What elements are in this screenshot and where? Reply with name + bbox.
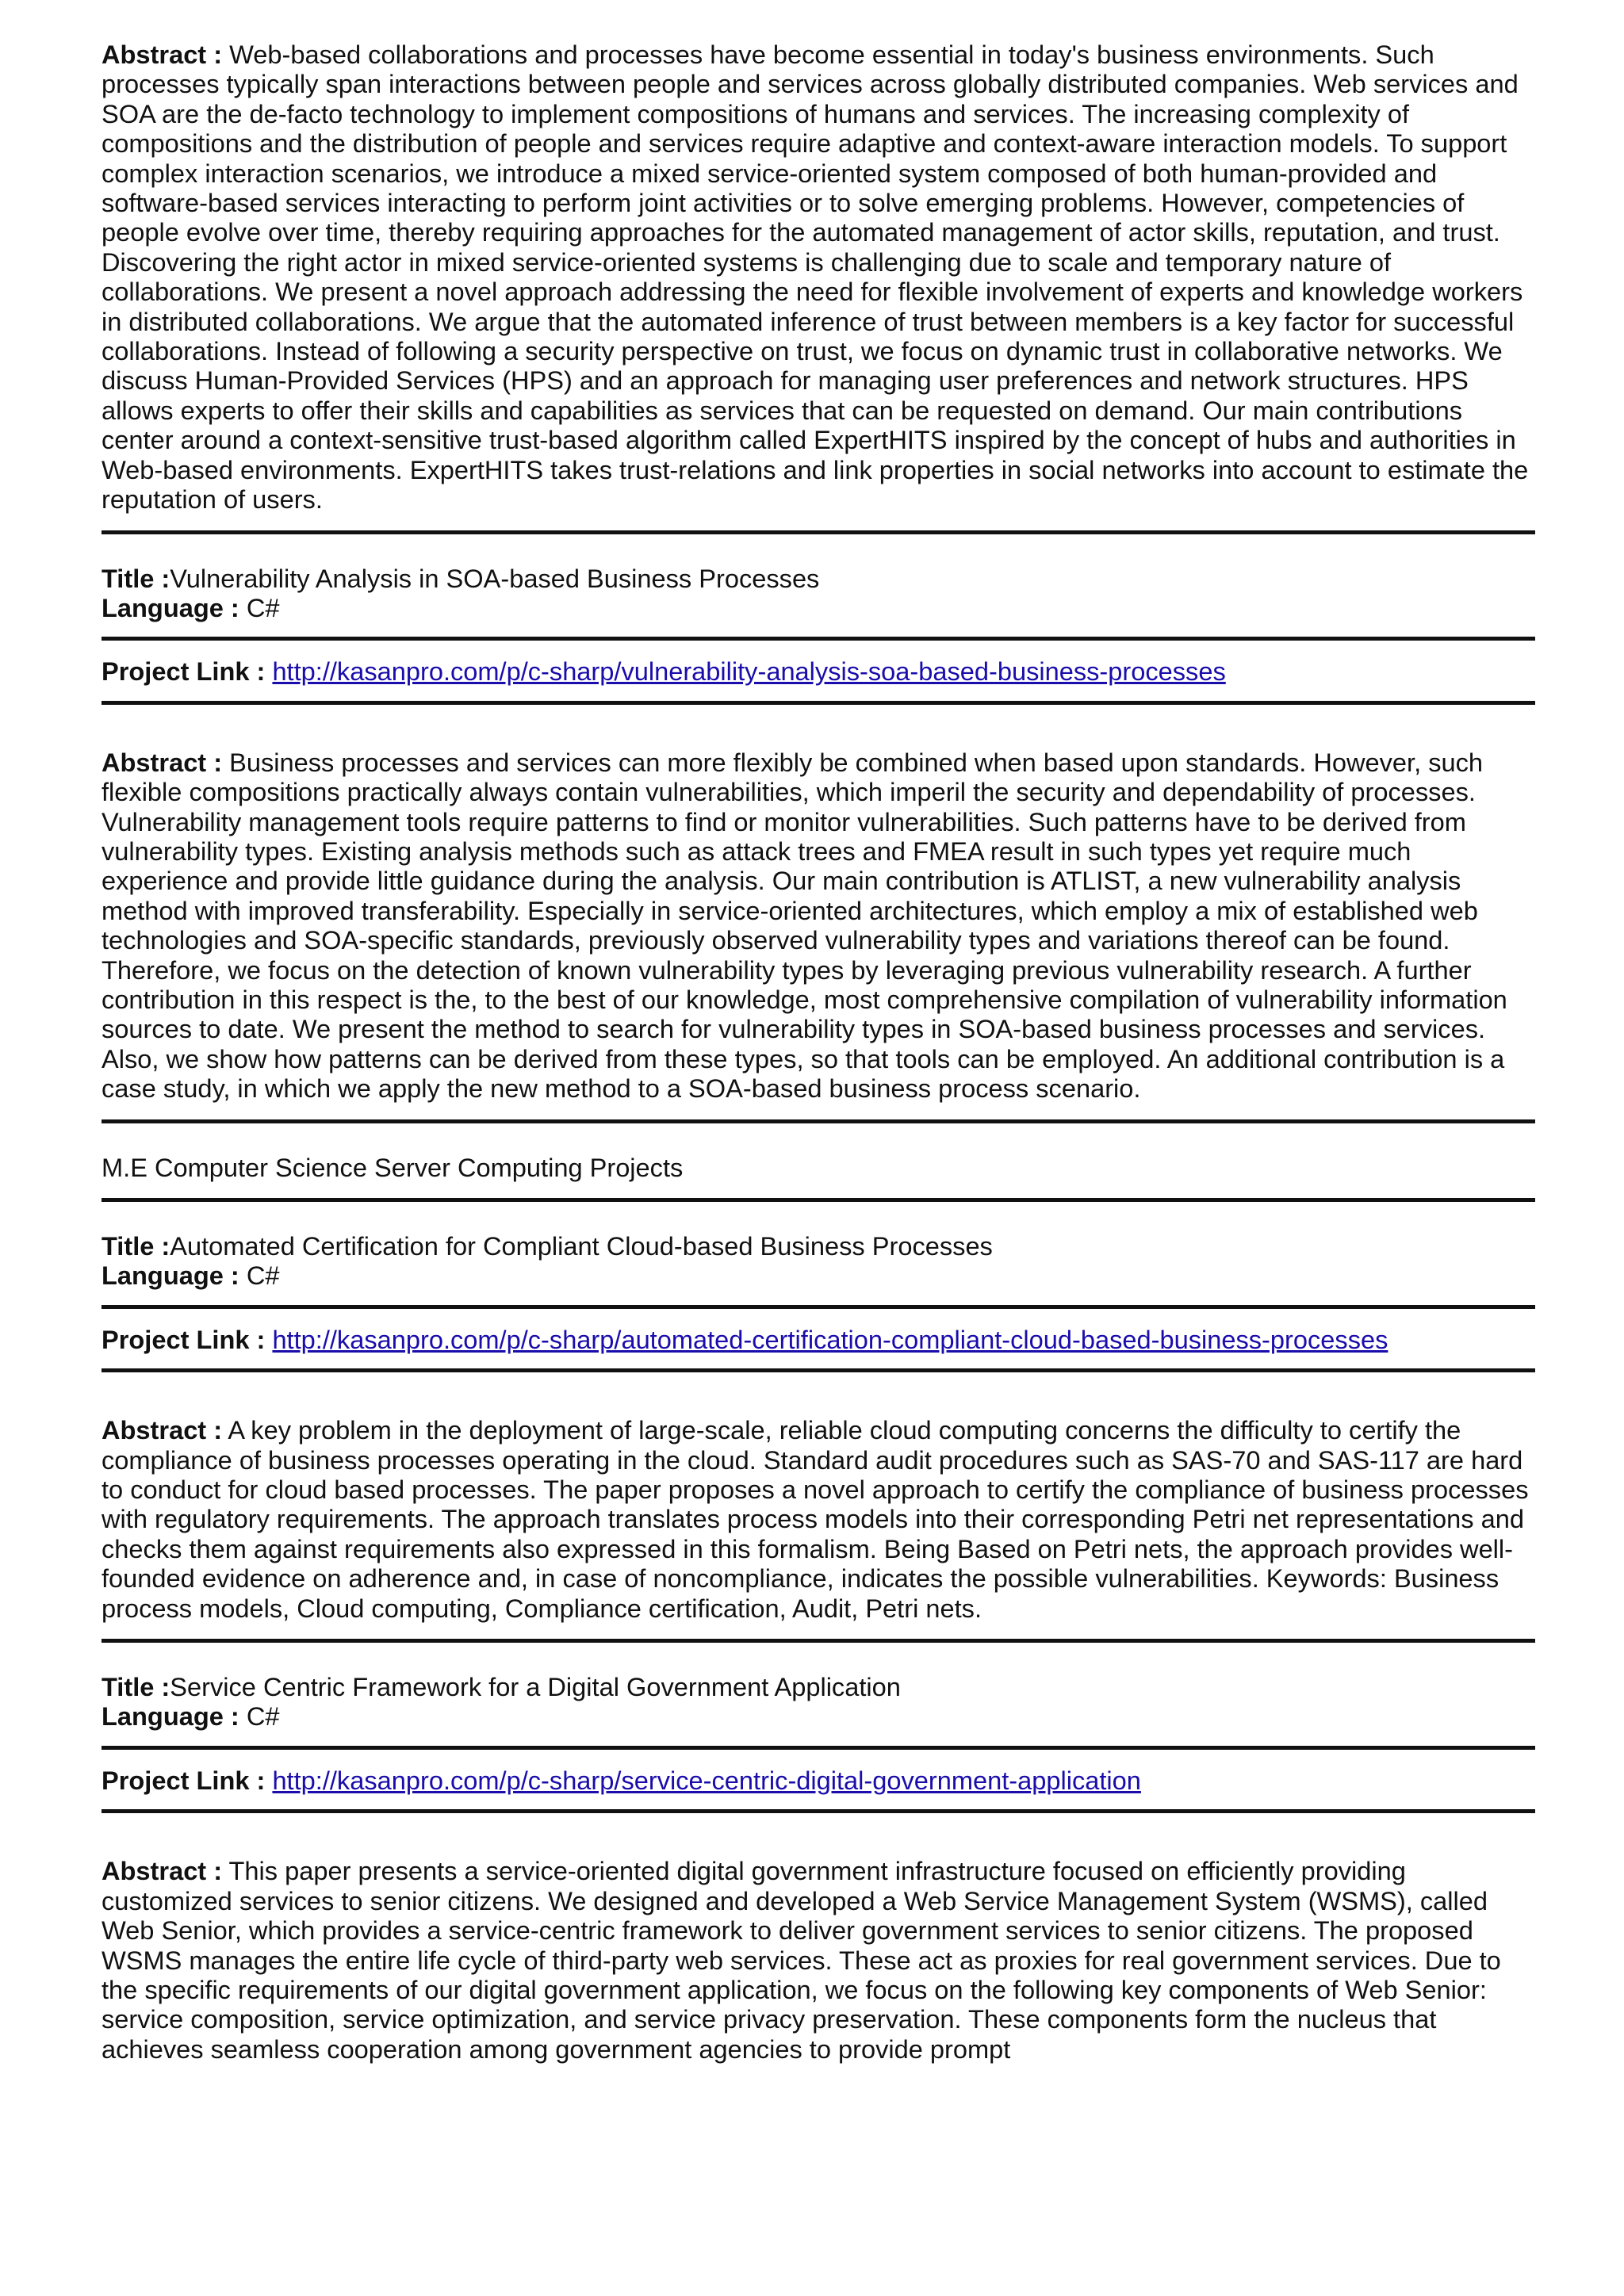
project-link-line	[102, 1325, 1535, 1354]
abstract-paragraph	[102, 1415, 1535, 1623]
project-link-line	[102, 1766, 1535, 1795]
project-language-line	[102, 593, 1535, 622]
project-title: Automated Certification for Compliant Cloud-based Business Processes	[170, 1231, 993, 1261]
abstract-label: Abstract :	[102, 1856, 223, 1886]
abstract-text: Web-based collaborations and processes have become essential in today's business environments. Such processes typically span interactions between people and services across globally distributed companies. Web services and SOA are the de-facto technology to implement compositions of humans and services. The increasing complexity of compositions and the distribution of people and services require adaptive and context-aware interaction models. To support complex interaction scenarios, we introduce a mixed service-oriented system composed of both human-provided and software-based services interacting to perform joint activities or to solve emerging problems. However, competencies of people evolve over time, thereby requiring approaches for the automated management of actor skills, reputation, and trust. Discovering the right actor in mixed service-oriented systems is challenging due to scale and temporary nature of collaborations. We present a novel approach addressing the need for flexible involvement of experts and knowledge workers in distributed collaborations. We argue that the automated inference of trust between members is a key factor for successful collaborations. Instead of following a security perspective on trust, we focus on dynamic trust in collaborative networks. We discuss Human-Provided Services (HPS) and an approach for managing user preferences and network structures. HPS allows experts to offer their skills and capabilities as services that can be requested on demand. Our main contributions center around a context-sensitive trust-based algorithm called ExpertHITS inspired by the concept of hubs and authorities in Web-based environments. ExpertHITS takes trust-relations and link properties in social networks into account to estimate the reputation of users.	[102, 40, 1529, 515]
section-heading: M.E Computer Science Server Computing Projects	[102, 1152, 684, 1182]
abstract-paragraph	[102, 1856, 1535, 2064]
title-label: Title :	[102, 1672, 170, 1702]
project-link-label: Project Link :	[102, 656, 266, 687]
language-label: Language :	[102, 1261, 239, 1291]
document-page	[102, 40, 1535, 2064]
abstract-text: This paper presents a service-oriented digital government infrastructure focused on efficiently providing customized services to senior citizens. We designed and developed a Web Service Management System (WSMS), called Web Senior, which provides a service-centric framework to deliver government services to senior citizens. The proposed WSMS manages the entire life cycle of third-party web services. These act as proxies for real government services. Due to the specific requirements of our digital government application, we focus on the following key components of Web Senior: service composition, service optimization, and service privacy preservation. These components form the nucleus that achieves seamless cooperation among government agencies to provide prompt	[102, 1856, 1501, 2064]
language-label: Language :	[102, 1701, 239, 1732]
project-language-line	[102, 1261, 1535, 1290]
project-link-label: Project Link :	[102, 1324, 266, 1354]
abstract-label: Abstract :	[102, 1415, 223, 1445]
project-title-line	[102, 1672, 1535, 1701]
project-title: Vulnerability Analysis in SOA-based Business Processes	[170, 563, 820, 593]
abstract-text: Business processes and services can more flexibly be combined when based upon standards. However, such flexible compositions practically always contain vulnerabilities, which imperil the security and dependability of processes. Vulnerability management tools require patterns to find or monitor vulnerabilities. Such patterns have to be derived from vulnerability types. Existing analysis methods such as attack trees and FMEA result in such types yet require much experience and provide little guidance during the analysis. Our main contribution is ATLIST, a new vulnerability analysis method with improved transferability. Especially in service-oriented architectures, which employ a mix of established web technologies and SOA-specific standards, previously observed vulnerability types and variations thereof can be found. Therefore, we focus on the detection of known vulnerability types by leveraging previous vulnerability research. A further contribution in this respect is the, to the best of our knowledge, most comprehensive compilation of vulnerability information sources to date. We present the method to search for vulnerability types in SOA-based business processes and services. Also, we show how patterns can be derived from these types, so that tools can be employed. An additional contribution is a case study, in which we apply the new method to a SOA-based business process scenario.	[102, 747, 1507, 1104]
project-link[interactable]: http://kasanpro.com/p/c-sharp/service-centric-digital-government-application	[272, 1765, 1141, 1795]
project-link-label: Project Link :	[102, 1765, 266, 1795]
title-label: Title :	[102, 563, 170, 593]
abstract-text: A key problem in the deployment of large-scale, reliable cloud computing concerns the difficulty to certify the compliance of business processes operating in the cloud. Standard audit procedures such as SAS-70 and SAS-117 are hard to conduct for cloud based processes. The paper proposes a novel approach to certify the compliance of business processes with regulatory requirements. The approach translates process models into their corresponding Petri net representations and checks them against requirements also expressed in this formalism. Being Based on Petri nets, the approach provides well-founded evidence on adherence and, in case of noncompliance, indicates the possible vulnerabilities. Keywords: Business process models, Cloud computing, Compliance certification, Audit, Petri nets.	[102, 1415, 1529, 1623]
project-link-line	[102, 656, 1535, 686]
abstract-label: Abstract :	[102, 40, 223, 69]
abstract-label: Abstract :	[102, 747, 223, 777]
project-link[interactable]: http://kasanpro.com/p/c-sharp/automated-certification-compliant-cloud-based-business-processes	[272, 1324, 1388, 1354]
title-label: Title :	[102, 1231, 170, 1261]
project-language: C#	[246, 1701, 280, 1732]
project-title-line	[102, 564, 1535, 593]
project-language-line	[102, 1701, 1535, 1731]
project-link[interactable]: http://kasanpro.com/p/c-sharp/vulnerability-analysis-soa-based-business-processes	[272, 656, 1226, 687]
language-label: Language :	[102, 592, 239, 622]
project-title: Service Centric Framework for a Digital Government Application	[170, 1672, 901, 1702]
project-language: C#	[246, 1261, 280, 1291]
abstract-paragraph	[102, 40, 1535, 515]
abstract-paragraph	[102, 748, 1535, 1104]
project-language: C#	[246, 592, 280, 622]
project-title-line	[102, 1231, 1535, 1261]
